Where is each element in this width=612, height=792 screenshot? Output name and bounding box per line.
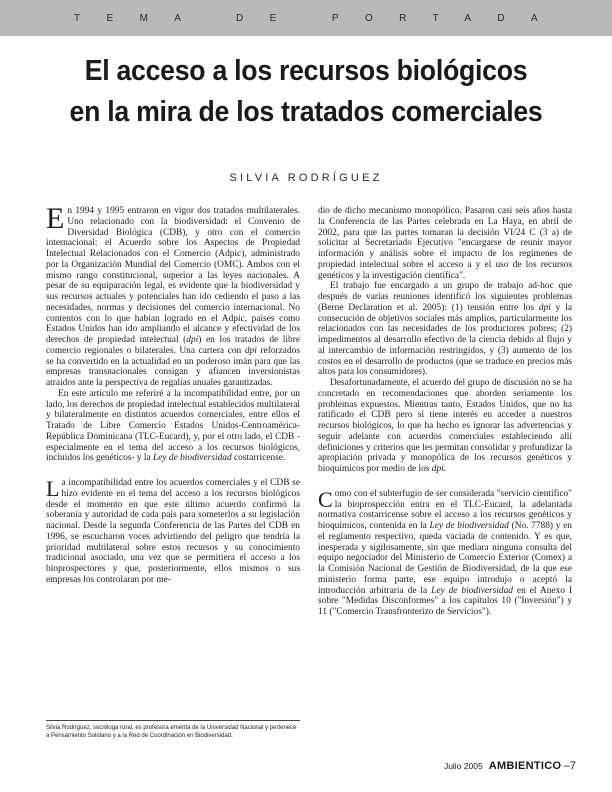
author-name: SILVIA RODRÍGUEZ xyxy=(229,172,383,184)
paragraph: Como con el subterfugio de ser considerada "servicio científico" la bioprospección entra en el TLC-Eucard, la adelantada normativa costarricense sobre el acceso a los recursos genéticos y bioquímicos, contenida en la Ley de biodiversidad (No. 7788) y en el reglamento respectivo, queda vaciada de contenido. Y es que, inesperada y sigilosamente, sin que mediara ninguna consulta del equipo negociador del Ministerio de Comercio Exterior (Comex) a la Comisión Nacional de Gestión de Biodiversidad, de la que ese ministerio forma parte, ese equipo introdujo o aceptó la introducción arbitraria de la Ley de biodiversidad en el Anexo I sobre "Medidas Disconformes" a los capítulos 10 ("Inversión") y 11 ("Comercio Transfronterizo de Servicios"). xyxy=(318,486,572,617)
section-label: TEMA DE PORTADA xyxy=(74,13,565,24)
publication-name: AMBIENTICO xyxy=(488,760,562,772)
drop-cap: E xyxy=(46,202,65,235)
page-footer xyxy=(444,760,576,772)
page-number: –7 xyxy=(563,760,576,772)
paragraph: El trabajo fue encargado a un grupo de trabajo ad-hoc que después de varias reuniones identificó los siguientes problemas (Berne Declaration et al. 2005): (1) tensión entre los dpi y la consecución de objetivos sociales más amplios, particularmente los relacionados con las necesidades de los productores pobres; (2) impedimentos al desarrollo efectivo de la ciencia debido al flujo y al intercambio de información restringidos, y (3) aumento de los costos en el desarrollo de productos (que se traduce en precios más altos para los consumidores). xyxy=(318,281,572,378)
article-title-line1: El acceso a los recursos biológicos xyxy=(84,55,528,87)
paragraph: En este artículo me referiré a la incompatibilidad entre, por un lado, los derechos de propiedad intelectual establecidos multilateral y bilateralmente en distintos acuerdos comerciales, entre ellos el Tratado de Libre Comercio Estados Unidos-Centroamérica-República Dominicana (TLC-Eucard), y, por el otro lado, el CDB -especialmente en el tema del acceso a los recursos biológicos, incluidos los genéticos- y la Ley de biodiversidad costarricense. xyxy=(46,388,300,464)
author-footnote: Silvia Rodríguez, socióloga rural, es profesora emérita de la Universidad Nacional y pertenece a Pensamiento Solidario y a la Red de Coordinación en Biodiversidad. xyxy=(46,725,297,739)
drop-cap: L xyxy=(46,476,60,501)
issue-date: Julio 2005 xyxy=(443,761,483,771)
section-banner xyxy=(0,0,612,36)
footnote-divider xyxy=(46,720,300,721)
paragraph: En 1994 y 1995 entraron en vigor dos tratados multilaterales. Uno relacionado con la biodiversidad: el Convenio de Diversidad Biológica (CDB), y otro con el comercio internacional: el Acuerdo sobre los Aspectos de Propiedad Intelectual Relacionados con el Comercio (Adpic), administrado por la Organización Mundial del Comercio (OMC). Ambos con el mismo rango constitucional, superior a las leyes nacionales. A pesar de su equiparación legal, es evidente que la biodiversidad y sus recursos actuales y potenciales han ido cediendo el paso a las necesidades, normas y decisiones del comercio internacional. No contentos con lo que habían logrado en el Adpic, países como Estados Unidos han ido ampliando el alcance y efectividad de los derechos de propiedad intelectual (dpi) en los tratados de libre comercio regionales o bilaterales. Una cartera con dpi reforzados se ha convertido en la actualidad en un poderoso imán para que las empresas transnacionales consigan y afiancen inversionistas atraídos ante la perspectiva de regalías anuales garantizadas. xyxy=(46,202,300,388)
article-title-line2: en la mira de los tratados comerciales xyxy=(69,96,543,128)
drop-cap: C xyxy=(318,486,333,512)
paragraph: Desafortunadamente, el acuerdo del grupo de discusión no se ha concretado en recomendaciones que aborden seriamente los problemas expuestos. Mientras tanto, Estados Unidos, que no ha ratificado el CDB pero sí tiene interés en acceder a nuestros recursos biológicos, lo que ha hecho es ignorar las advertencias y seguir adelante con acuerdos comerciales estableciendo allí definiciones y criterios que les permitan consolidar y profundizar la apropiación privada y monopólica de los recursos genéticos y bioquímicos por medio de los dpi. xyxy=(318,378,572,474)
left-column xyxy=(46,202,300,586)
paragraph: dio de dicho mecanismo monopólico. Pasaron casi seis años hasta la Conferencia de las Partes celebrada en La Haya, en abril de 2002, para que las partes tomaran la decisión VI/24 C (3 a) de solicitar al Secretariado Ejecutivo "encargarse de reunir mayor información y análisis sobre el impacto de los regímenes de propiedad intelectual sobre el acceso a y el uso de los recursos genéticos y la investigación científica". xyxy=(318,206,572,281)
paragraph: La incompatibilidad entre los acuerdos comerciales y el CDB se hizo evidente en el tema del acceso a los recursos biológicos desde el momento en que este último acuerdo confirmó la soberanía y autoridad de cada país para someterlos a su legislación nacional. Desde la segunda Conferencia de las Partes del CDB en 1996, se escucharon voces advirtiendo del peligro que tendría la prioridad multilateral sobre estos recursos y su conocimiento tradicional asociado, una vez que se permitiera el acceso a los bioprospectores y que, posteriormente, ellos mismos o sus empresas los controlaran por me- xyxy=(46,476,300,585)
right-column xyxy=(318,206,572,618)
